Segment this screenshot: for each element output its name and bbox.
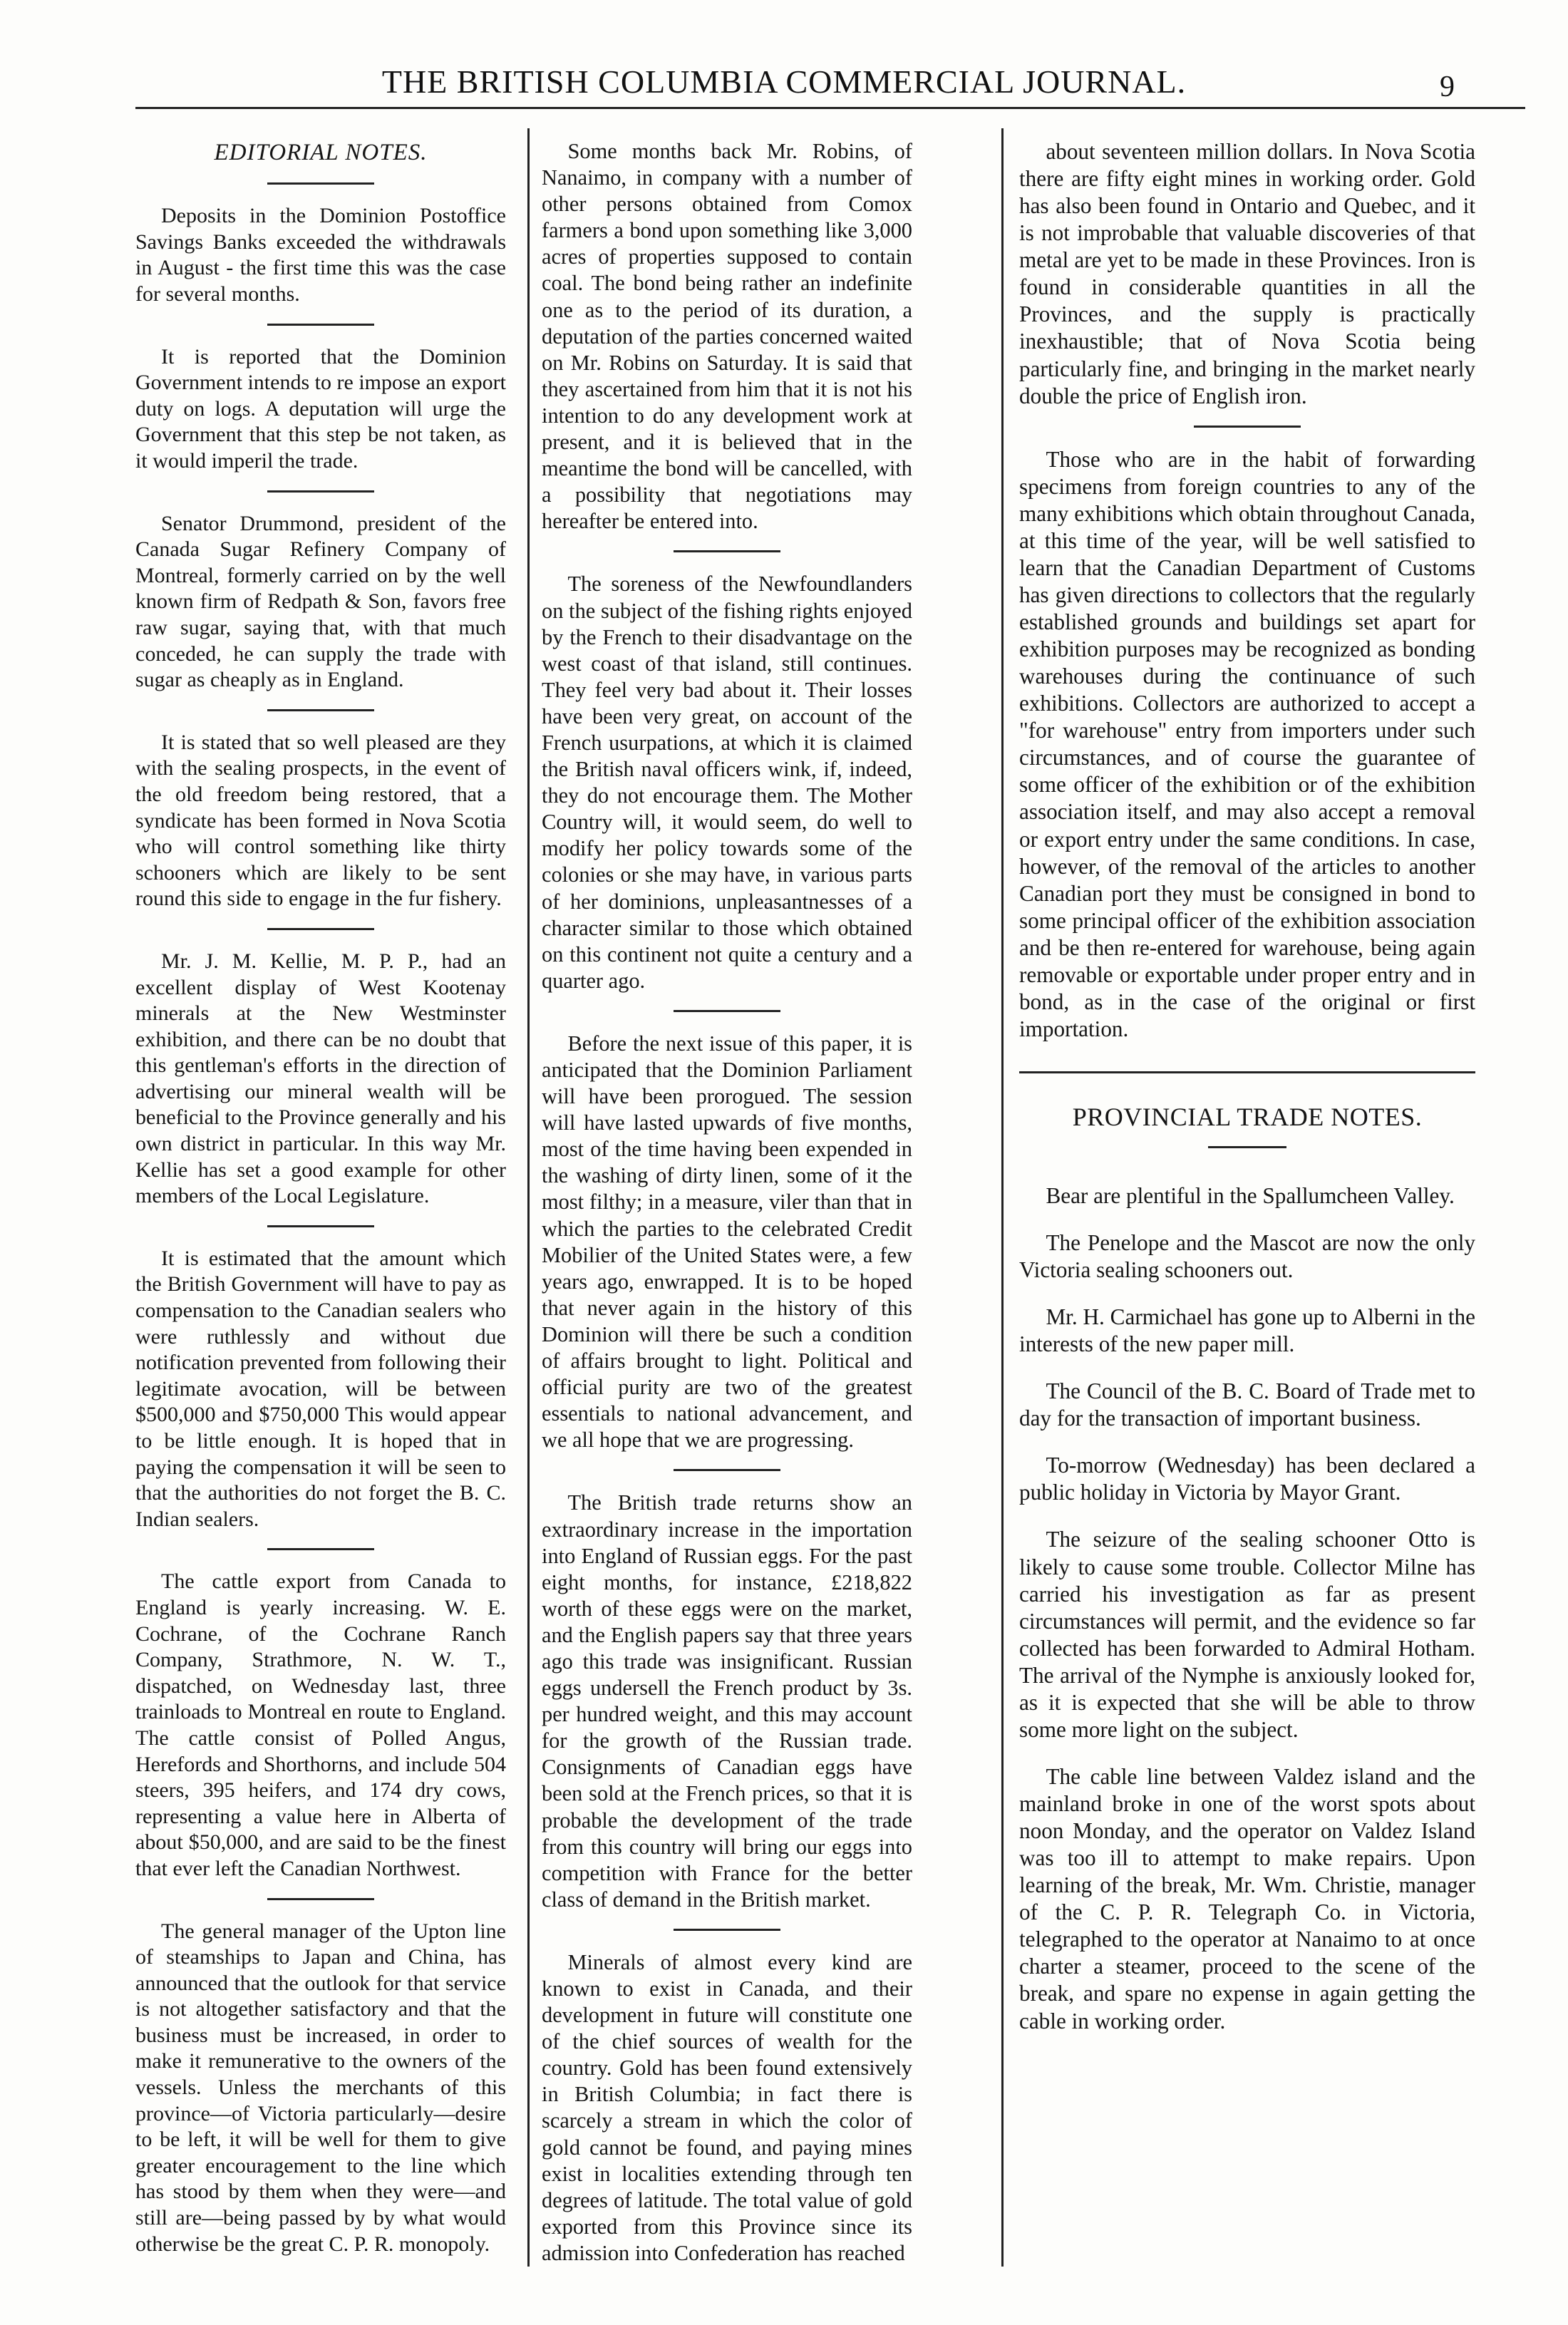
section-divider [267,490,374,493]
section-divider [1208,1146,1286,1148]
section-divider [674,1010,780,1012]
section-divider [267,1225,374,1227]
article-paragraph: The cattle export from Canada to England is yearly increasing. W. E. Cochrane, of the Cochrane Ranch Company, Strathmore, N. W. T., dispatched, on Wednesday last, three trainloads to Montreal en route to England. The cattle consist of Polled Angus, Herefords and Shorthorns, and include 504 steers, 395 heifers, and 174 dry cows, representing a value here in Alberta of about $50,000, and are said to be the finest that ever left the Canadian Northwest. [135,1569,506,1880]
article-paragraph: about seventeen million dollars. In Nova Scotia there are fifty eight mines in working order. Gold has also been found in Ontario and Quebec, and it is not improbable that valuable discoveries of that metal are yet to be made in these Provinces. Iron is found in considerable quantities in all the Provinces, and the supply is practically inexhaustible; that of Nova Scotia being particularly fine, and bringing in the market nearly double the price of English iron. [1019,139,1475,408]
trade-note: To-morrow (Wednesday) has been declared a public holiday in Victoria by Mayor Grant. [1019,1453,1475,1505]
section-divider [674,1469,780,1471]
section-divider [674,1929,780,1931]
article-paragraph: Mr. J. M. Kellie, M. P. P., had an excellent display of West Kootenay minerals at the New Westminster exhibition, and there can be no doubt that this gentleman's efforts in the direction of advertising our mineral wealth will be beneficial to the Province generally and his own district in particular. In this way Mr. Kellie has set a good example for other members of the Local Legislature. [135,949,506,1208]
article-paragraph: The British trade returns show an extraordinary increase in the importation into England of Russian eggs. For the past eight months, for instance, £218,822 worth of these eggs were on the market, and the English papers say that three years ago this trade was insignificant. Russian eggs undersell the French product by 3s. per hundred weight, and this may account for the growth of the Russian trade. Consignments of Canadian eggs have been sold at the French prices, so that it is probable the development of the trade from this country will bring our eggs into competition with France for the better class of demand in the British market. [542,1490,912,1912]
article-paragraph: The general manager of the Upton line of steamships to Japan and China, has announced that the outlook for that service is not altogether satisfactory and that the business must be increased, in order to make it remunerative to the owners of the vessels. Unless the merchants of this province—of Victoria particularly—desire to be left, it will be well for them to give greater encouragement to the line which has stood by them when they were—and still are—being passed by by what would otherwise be the great C. P. R. monopoly. [135,1919,506,2256]
section-divider [267,1548,374,1550]
article-paragraph: The soreness of the Newfoundlanders on the subject of the fishing rights enjoyed by the French to their disadvantage on the west coast of that island, still continues. They feel very bad about it. Their losses have been very great, on account of the French usurpations, at which it is claimed the British naval officers wink, if, indeed, they do not encourage them. The Mother Country will, it would seem, do well to modify her policy towards some of the colonies or she may have, in various parts of her dominions, unpleasantnesses of a character similar to those which obtained on this continent not quite a century and a quarter ago. [542,572,912,993]
article-paragraph: Senator Drummond, president of the Canada Sugar Refinery Company of Montreal, formerly carried on by the well known firm of Redpath & Son, favors free raw sugar, saying that, with that much conceded, he can supply the trade with sugar as cheaply as in England. [135,511,506,692]
editorial-notes-heading: EDITORIAL NOTES. [214,140,428,165]
article-paragraph: Some months back Mr. Robins, of Nanaimo, in company with a number of other persons obtained from Comox farmers a bond upon something like 3,000 acres of properties supposed to contain coal. The bond being rather an indefinite one as to the period of its duration, a deputation of the parties concerned waited on Mr. Robins on Saturday. It is said that they ascertained from him that it is not his intention to do any development work at present, and it is believed that in the meantime the bond will be cancelled, with a possibility that negotiations may hereafter be entered into. [542,139,912,534]
column-3 [1019,128,1475,2055]
trade-note: The seizure of the sealing schooner Otto is likely to cause some trouble. Collector Milne has carried his investigation as far as present circumstances will permit, and the evidence so far collected has been forwarded to Admiral Hotham. The arrival of the Nymphe is anxiously looked for, as it is expected that she will be able to throw some more light on the subject. [1019,1527,1475,1742]
trade-note: The Penelope and the Mascot are now the only Victoria sealing schooners out. [1019,1229,1475,1283]
section-divider [267,928,374,930]
section-divider [1194,426,1301,428]
section-divider [267,1898,374,1900]
article-paragraph: Those who are in the habit of forwarding specimens from foreign countries to any of the many exhibitions which obtain throughout Canada, at this time of the year, will be well satisfied to learn that the Canadian Department of Customs has given directions to collectors that the regularly established grounds and buildings set apart for exhibition purposes may be recognized as bonding warehouses during the continuance of such exhibitions. Collectors are authorized to accept a "for warehouse" entry from importers under such circumstances, and of course the guarantee of some officer of the exhibition or of the exhibition association itself, and may also accept a removal or export entry under the same conditions. In case, however, of the removal of the articles to another Canadian port they must be consigned in bond to some principal officer of the exhibition association and be then re-entered for warehouse, being again removable or exportable under proper entry and in bond, as in the case of the original or first importation. [1019,446,1475,1041]
trade-note: Bear are plentiful in the Spallumcheen Valley. [1046,1182,1455,1208]
article-paragraph: Minerals of almost every kind are known to exist in Canada, and their development in future will constitute one of the chief sources of wealth for the country. Gold has been found extensively in British Columbia; in fact there is scarcely a stream in which the color of gold cannot be found, and paying mines exist in localities extending through ten degrees of latitude. The total value of gold exported from this Province since its admission into Confederation has reached [542,1949,912,2265]
trade-note: The cable line between Valdez island and the mainland broke in one of the worst spots about noon Monday, and the operator on Valdez Island was too ill to attempt to make repairs. Upon learning of the break, Mr. Wm. Christie, manager of the C. P. R. Telegraph Co. in Victoria, telegraphed to the operator at Nanaimo to at once charter a steamer, proceed to the scene of the break, and spare no expense in again getting the cable in working order. [1019,1763,1475,2033]
trade-note: Mr. H. Carmichael has gone up to Alberni in the interests of the new paper mill. [1019,1304,1475,1357]
masthead-title: THE BRITISH COLUMBIA COMMERCIAL JOURNAL. [381,63,1187,100]
article-paragraph: Deposits in the Dominion Postoffice Savings Banks exceeded the withdrawals in August - the first time this was the case for several months. [135,204,506,306]
column-divider-1 [527,128,530,2267]
section-divider [674,550,780,552]
trade-note: The Council of the B. C. Board of Trade met to day for the transaction of important business. [1019,1378,1475,1431]
column-1 [135,128,506,2257]
section-divider [267,709,374,711]
article-paragraph: It is stated that so well pleased are they with the sealing prospects, in the event of the old freedom being restored, that a syndicate has been formed in Nova Scotia who will control something like thirty schooners which are likely to be sent round this side to engage in the fur fishery. [135,730,506,911]
article-paragraph: Before the next issue of this paper, it is anticipated that the Dominion Parliament will have been prorogued. The session will have lasted upwards of five months, most of the time having been expended in the washing of dirty linen, some of it the most filthy; in a measure, viler than that in which the parties to the celebrated Credit Mobilier of the United States were, a few years ago, enwrapped. It is to be hoped that never again in the history of this Dominion will there be such a condition of affairs brought to light. Political and official purity are two of the greatest essentials to national advancement, and we all hope that we are progressing. [542,1031,912,1453]
provincial-trade-notes-heading: PROVINCIAL TRADE NOTES. [1019,1071,1475,1133]
page-number: 9 [1440,71,1455,103]
article-paragraph: It is reported that the Dominion Government intends to re impose an export duty on logs. A deputation will urge the Government that this step be not taken, as it would imperil the trade. [135,344,506,473]
column-2 [542,128,912,2267]
article-paragraph: It is estimated that the amount which the British Government will have to pay as compensation to the Canadian sealers who were ruthlessly and without due notification prevented from following their legitimate avocation, will be between $500,000 and $750,000 This would appear to be little enough. It is hoped that in paying the compensation it will be seen to that the authorities do not forget the B. C. Indian sealers. [135,1246,506,1531]
column-divider-2 [1001,128,1004,2267]
masthead-rule [135,107,1525,109]
section-divider [267,182,374,185]
section-divider [267,324,374,326]
